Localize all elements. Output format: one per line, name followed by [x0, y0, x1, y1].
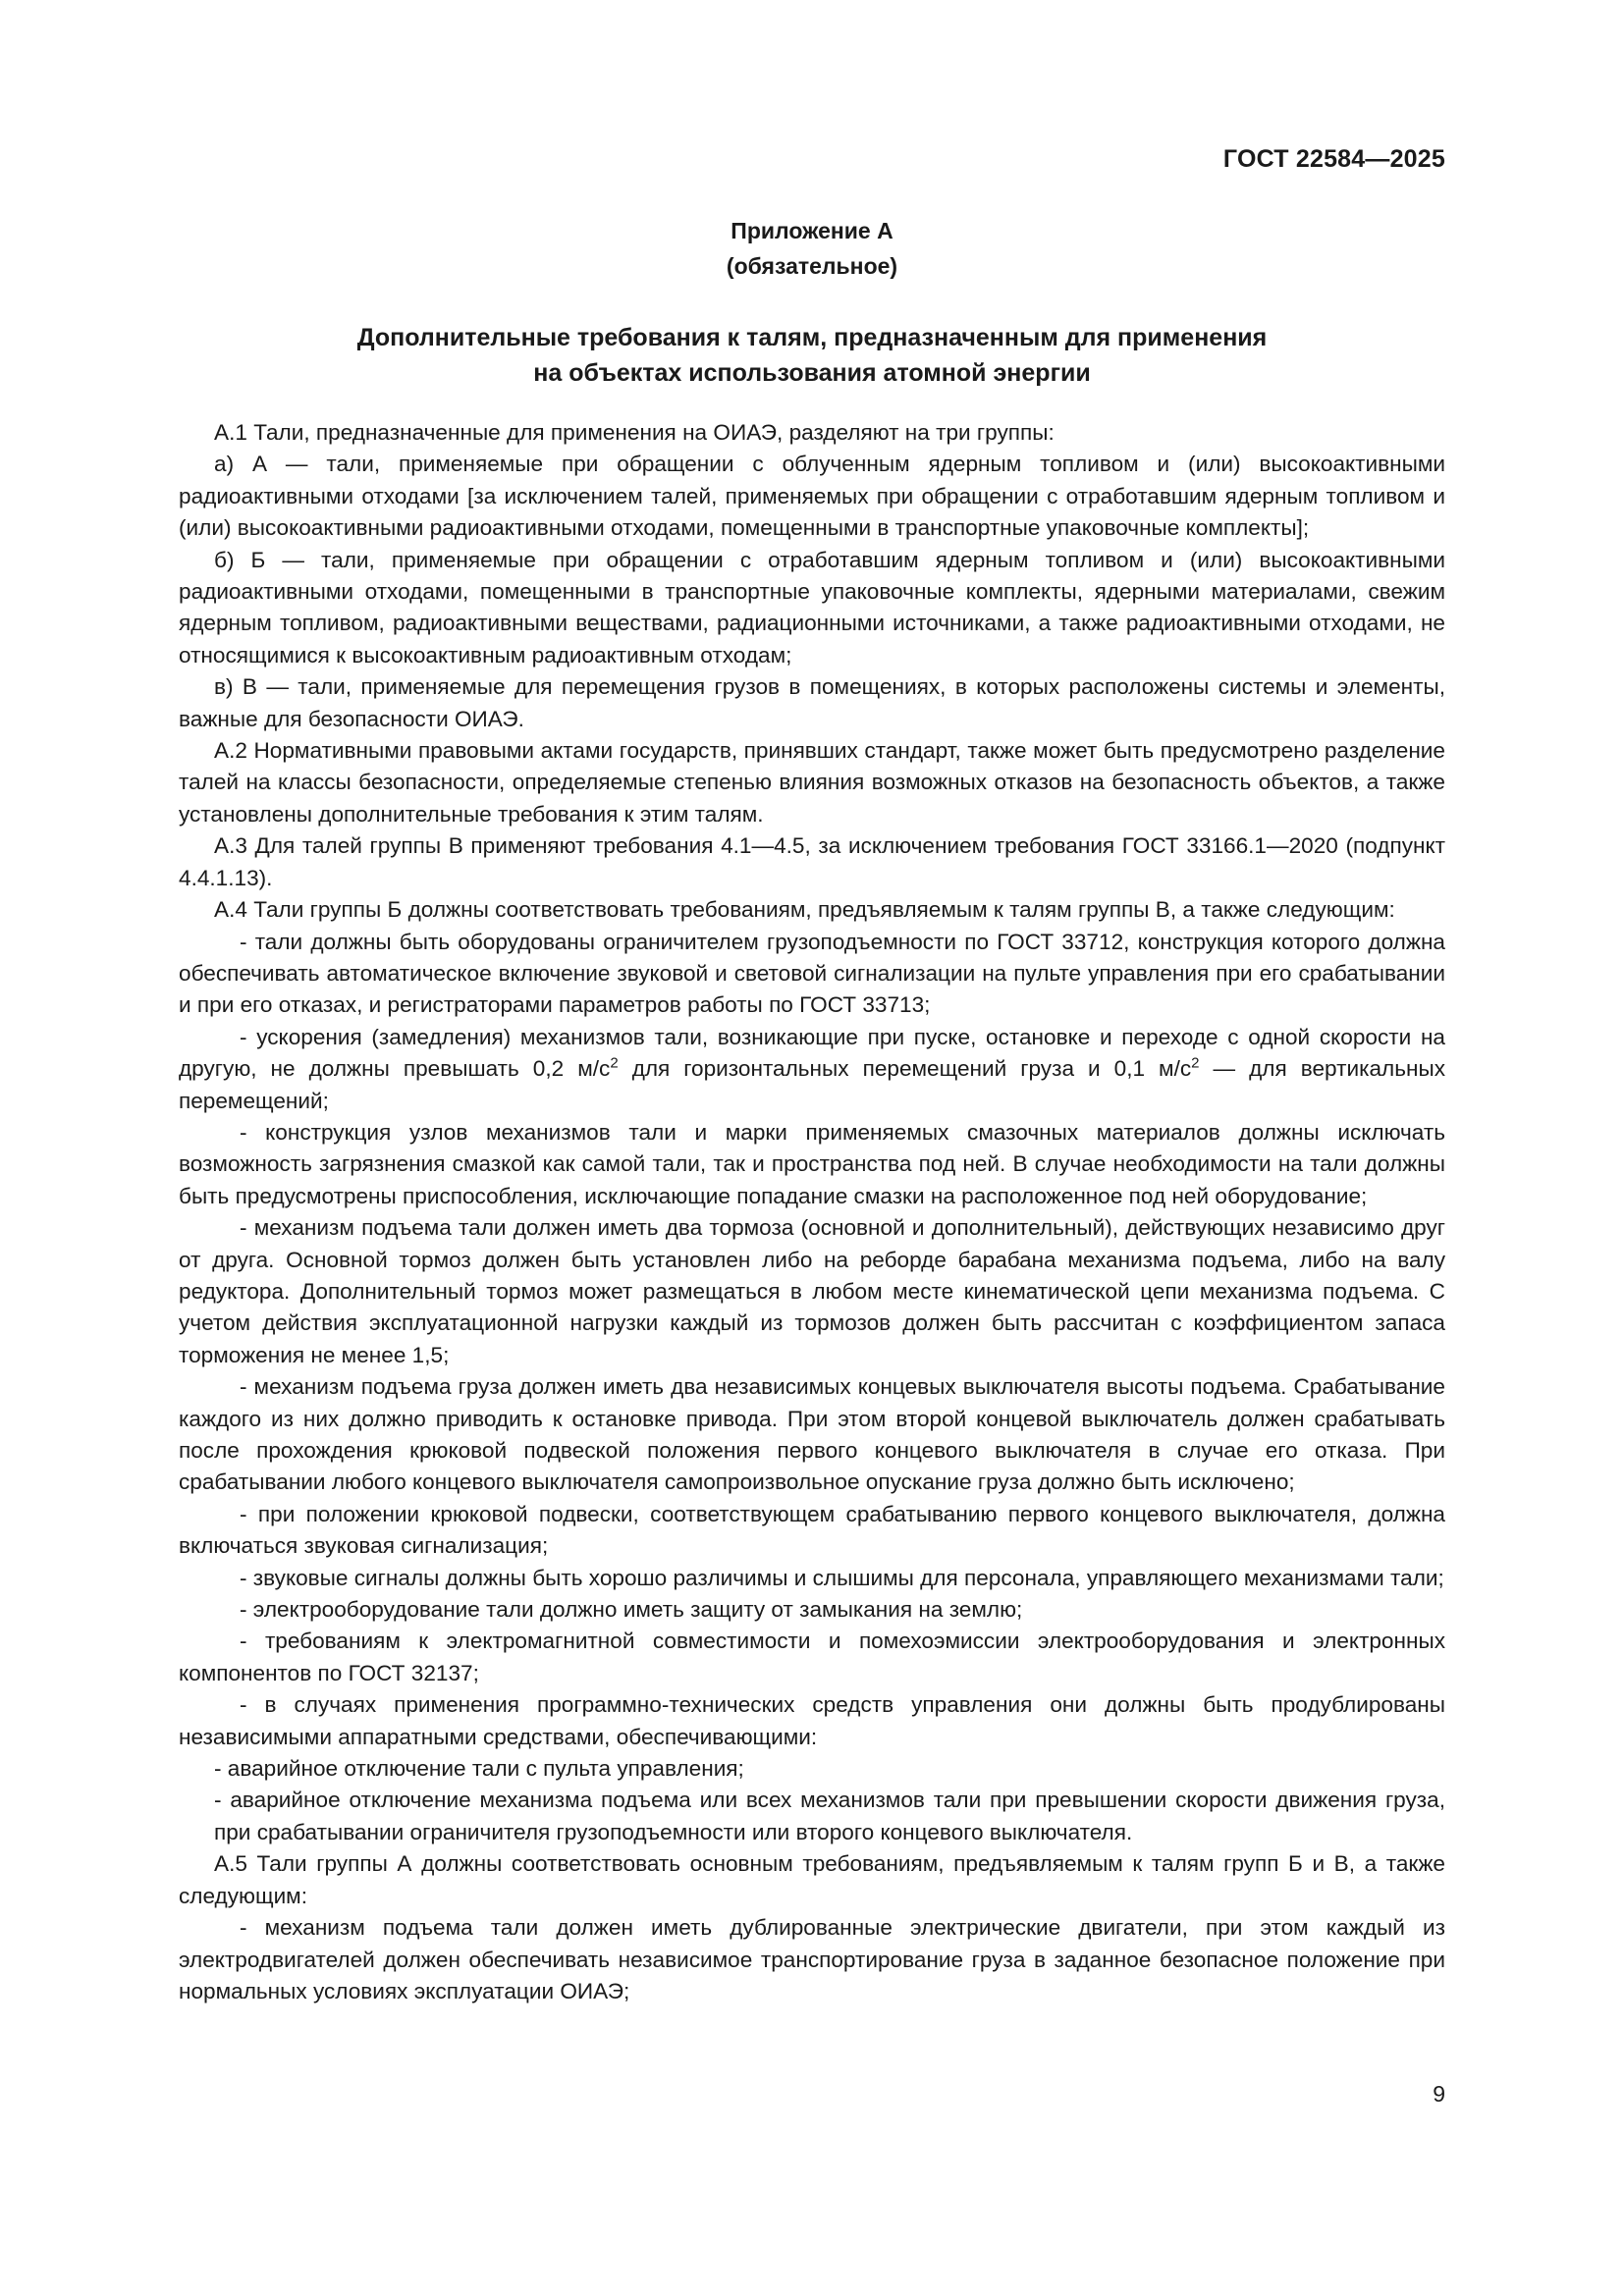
- sublist-item-a4-10a: - аварийное отключение тали с пульта управления;: [214, 1756, 744, 1782]
- list-item-a4-10: - в случаях применения программно-технических средств управления они должны быть продублированы независимыми аппаратными средствами, обеспечивающими:: [179, 1692, 1445, 1749]
- list-item-a4-2-post: — для вертикальных перемещений;: [179, 1056, 1445, 1113]
- standard-number: ГОСТ 22584—2025: [1222, 145, 1445, 173]
- section-title-line2: на объектах использования атомной энергии: [533, 359, 1091, 387]
- section-title: [196, 320, 1428, 391]
- list-item-a5-1: - механизм подъема тали должен иметь дублированные электрические двигатели, при этом каждый из электродвигателей должен обеспечивать независимое транспортирование груза в заданное безопасное положение при нормальных условиях эксплуатации ОИАЭ;: [179, 1915, 1445, 2003]
- document-body: [179, 417, 1445, 2007]
- paragraph-a2: А.2 Нормативными правовыми актами государств, принявших стандарт, также может быть предусмотрено разделение талей на классы безопасности, определяемые степенью влияния возможных отказов на безопасность объектов, а также установлены дополнительные требования к этим талям.: [179, 738, 1445, 827]
- paragraph-a1c: в) В — тали, применяемые для перемещения грузов в помещениях, в которых расположены системы и элементы, важные для безопасности ОИАЭ.: [179, 674, 1445, 731]
- list-item-a4-7: - звуковые сигналы должны быть хорошо различимы и слышимы для персонала, управляющего механизмами тали;: [240, 1565, 1444, 1590]
- list-item-a4-5: - механизм подъема груза должен иметь два независимых концевых выключателя высоты подъема. Срабатывание каждого из них должно приводить к остановке привода. При этом второй концевой выключатель должен срабатывать после прохождения крюковой подвеской положения первого концевого выключателя в случае его отказа. При срабатывании любого концевого выключателя самопроизвольное опускание груза должно быть исключено;: [179, 1374, 1445, 1495]
- superscript-2: 2: [1191, 1054, 1200, 1072]
- superscript-1: 2: [610, 1054, 619, 1072]
- annex-title: Приложение А: [731, 218, 893, 243]
- paragraph-a5: А.5 Тали группы А должны соответствовать основным требованиям, предъявляемым к талям групп Б и В, а также следующим:: [179, 1851, 1445, 1908]
- sublist-item-a4-10b: - аварийное отключение механизма подъема или всех механизмов тали при превышении скорости движения груза, при срабатывании ограничителя грузоподъемности или второго концевого выключателя.: [214, 1788, 1445, 1844]
- list-item-a4-6: - при положении крюковой подвески, соответствующем срабатыванию первого концевого выключателя, должна включаться звуковая сигнализация;: [179, 1501, 1445, 1559]
- list-item-a4-1: - тали должны быть оборудованы ограничителем грузоподъемности по ГОСТ 33712, конструкция которого должна обеспечивать автоматическое включение звуковой и световой сигнализации на пульте управления при его срабатывании и при его отказах, и регистраторами параметров работы по ГОСТ 33713;: [179, 929, 1445, 1018]
- annex-status: (обязательное): [726, 253, 898, 279]
- paragraph-a4: А.4 Тали группы Б должны соответствовать требованиям, предъявляемым к талям группы В, а также следующим:: [214, 897, 1395, 923]
- list-item-a4-8: - электрооборудование тали должно иметь защиту от замыкания на землю;: [240, 1597, 1023, 1623]
- paragraph-a1: А.1 Тали, предназначенные для применения на ОИАЭ, разделяют на три группы:: [214, 420, 1055, 445]
- paragraph-a1b: б) Б — тали, применяемые при обращении с отработавшим ядерным топливом и (или) высокоактивными радиоактивными отходами, помещенными в транспортные упаковочные комплекты, ядерными материалами, свежим ядерным топливом, радиоактивными веществами, радиационными источниками, а также радиоактивными отходами, не относящимися к высокоактивным радиоактивным отходам;: [179, 547, 1445, 667]
- paragraph-a3: А.3 Для талей группы В применяют требования 4.1—4.5, за исключением требования ГОСТ 33166.1—2020 (подпункт 4.4.1.13).: [179, 833, 1445, 890]
- list-item-a4-9: - требованиям к электромагнитной совместимости и помехоэмиссии электрооборудования и электронных компонентов по ГОСТ 32137;: [179, 1629, 1445, 1685]
- list-item-a4-2-mid: для горизонтальных перемещений груза и 0,1 м/с: [618, 1056, 1192, 1082]
- section-title-line1: Дополнительные требования к талям, предназначенным для применения: [356, 324, 1268, 351]
- paragraph-a1a: а) А — тали, применяемые при обращении с облученным ядерным топливом и (или) высокоактивными радиоактивными отходами [за исключением талей, применяемых при обращении с отработавшим ядерным топливом и (или) высокоактивными радиоактивными отходами, помещенными в транспортные упаковочные комплекты];: [179, 452, 1445, 541]
- list-item-a4-3: - конструкция узлов механизмов тали и марки применяемых смазочных материалов должны исключать возможность загрязнения смазкой как самой тали, так и пространства под ней. В случае необходимости на тали должны быть предусмотрены приспособления, исключающие попадание смазки на расположенное под ней оборудование;: [179, 1119, 1445, 1208]
- list-item-a4-2: [179, 1022, 1445, 1117]
- page-number: 9: [1433, 2081, 1445, 2107]
- list-item-a4-4: - механизм подъема тали должен иметь два тормоза (основной и дополнительный), действующих независимо друг от друга. Основной тормоз должен быть установлен либо на реборде барабана механизма подъема, либо на валу редуктора. Дополнительный тормоз может размещаться в любом месте кинематической цепи механизма подъема. С учетом действия эксплуатационной нагрузки каждый из тормозов должен быть рассчитан с коэффициентом запаса торможения не менее 1,5;: [179, 1215, 1445, 1367]
- list-item-a4-2-pre: - ускорения (замедления) механизмов тали, возникающие при пуске, остановке и переходе с одной скорости на другую, не должны превышать 0,2 м/с: [179, 1024, 1445, 1082]
